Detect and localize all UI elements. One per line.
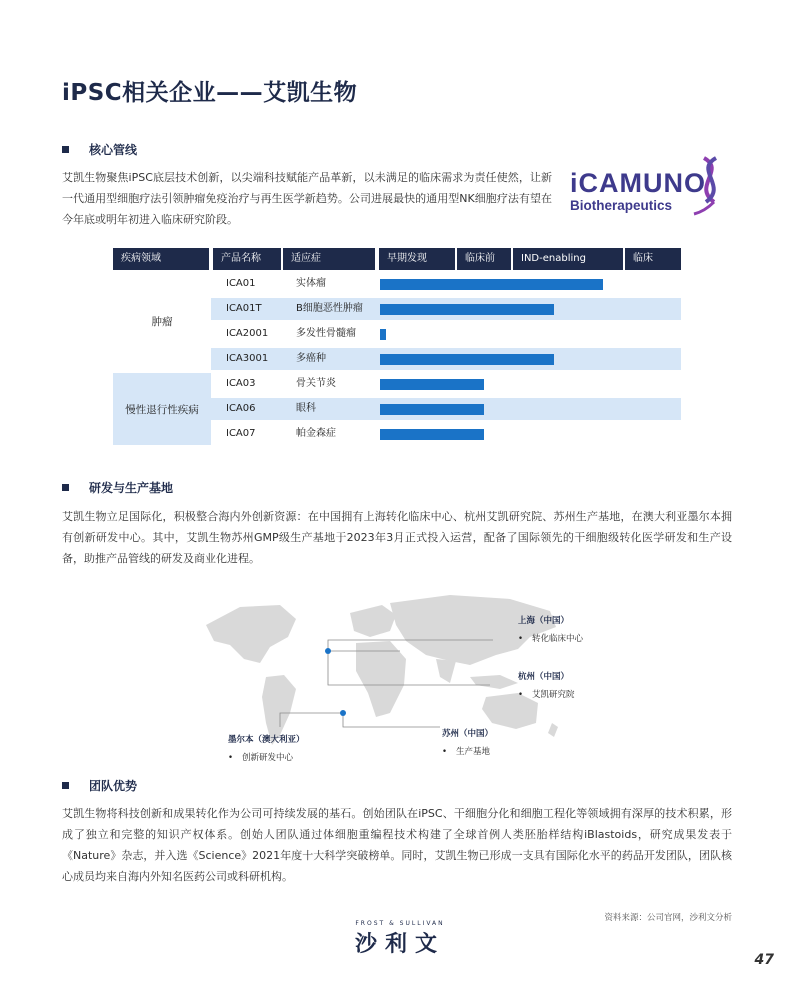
disease-area-cell: 慢性退行性疾病 [113, 373, 211, 445]
location-item-text: 生产基地 [456, 747, 491, 757]
product-name: ICA06 [226, 403, 256, 414]
header-product: 产品名称 [213, 248, 281, 270]
progress-bar [380, 304, 554, 315]
team-paragraph: 艾凯生物将科技创新和成果转化作为公司可持续发展的基石。创始团队在iPSC、干细胞分化和细胞工程化等领域拥有深厚的技术积累，形成了独立和完整的知识产权体系。创始人团队通过体细胞重编程技术构建了全球首例人类胚胎样结构iBlastoids，研究成果发表于《Nature》杂志，并入选《Science》2021年度十大科学突破榜单。同时，艾凯生物已形成一支具有国际化水平的药品开发团队，团队核心成员均来自海内外知名医药公司或科研机构。 [62, 807, 732, 883]
header-stage-ind: IND-enabling [513, 248, 623, 270]
section-bullet-icon [62, 484, 69, 491]
pipeline-header-row [113, 248, 681, 270]
page-number: 47 [754, 952, 774, 968]
section-bullet-icon [62, 782, 69, 789]
page-title: iPSC相关企业——艾凯生物 [62, 80, 358, 106]
location-melbourne [228, 733, 305, 763]
bullet-icon: • [518, 690, 524, 700]
section-heading-text: 研发与生产基地 [89, 481, 174, 495]
product-name: ICA2001 [226, 328, 269, 339]
header-disease-area: 疾病领域 [113, 248, 209, 270]
location-suzhou [442, 727, 493, 757]
pipeline-paragraph: 艾凯生物聚焦iPSC底层技术创新，以尖端科技赋能产品革新，以未满足的临床需求为责任使然，让新一代通用型细胞疗法引领肿瘤免疫治疗与再生医学新趋势。公司进展最快的通用型NK细胞疗法有望在今年底或明年初进入临床研究阶段。 [62, 171, 552, 226]
brand-small-text: FROST & SULLIVAN [355, 920, 445, 927]
location-item-text: 艾凯研究院 [532, 690, 575, 700]
logo-wordmark: iCAMUNO [570, 168, 706, 198]
progress-bar [380, 354, 554, 365]
indication: 多发性骨髓瘤 [296, 328, 356, 339]
location-city: 苏州（中国） [442, 729, 494, 739]
header-stage-preclinical: 临床前 [457, 248, 511, 270]
shanghai-marker [325, 648, 331, 654]
bullet-icon: • [228, 753, 234, 763]
progress-bar [380, 279, 603, 290]
indication: 眼科 [296, 403, 316, 414]
product-name: ICA07 [226, 428, 256, 439]
indication: 骨关节炎 [296, 378, 336, 389]
location-item [518, 688, 575, 700]
company-logo [566, 156, 726, 216]
product-name: ICA01T [226, 303, 262, 314]
progress-bar [380, 429, 484, 440]
progress-bar [380, 379, 484, 390]
bullet-icon: • [518, 634, 524, 644]
source-note: 资料来源：公司官网，沙利文分析 [604, 913, 732, 923]
indication: 帕金森症 [296, 428, 336, 439]
location-item-text: 创新研发中心 [242, 753, 294, 763]
section-heading-rnd [62, 479, 173, 496]
disease-area-cell: 肿瘤 [151, 316, 173, 328]
rnd-paragraph: 艾凯生物立足国际化，积极整合海内外创新资源：在中国拥有上海转化临床中心、杭州艾凯研究院、苏州生产基地，在澳大利亚墨尔本拥有创新研发中心。其中，艾凯生物苏州GMP级生产基地于2023年3月正式投入运营，配备了国际领先的干细胞级转化医学研发和生产设备，助推产品管线的研发及商业化进程。 [62, 510, 732, 565]
location-item [442, 745, 493, 757]
location-item [228, 751, 305, 763]
location-item [518, 632, 583, 644]
indication: 实体瘤 [296, 278, 326, 289]
product-name: ICA3001 [226, 353, 269, 364]
location-city: 杭州（中国） [518, 672, 570, 682]
section-heading-text: 团队优势 [89, 779, 138, 793]
section-heading-team [62, 777, 137, 794]
location-shanghai [518, 614, 583, 644]
header-stage-discovery: 早期发现 [379, 248, 455, 270]
location-city: 上海（中国） [518, 616, 570, 626]
section-bullet-icon [62, 146, 69, 153]
product-name: ICA03 [226, 378, 256, 389]
header-stage-clinical: 临床 [625, 248, 681, 270]
logo-tagline: Biotherapeutics [570, 198, 673, 213]
section-heading-text: 核心管线 [89, 143, 138, 157]
brand-logo [340, 920, 460, 958]
melbourne-marker [340, 710, 346, 716]
header-indication: 适应症 [283, 248, 375, 270]
indication: B细胞恶性肿瘤 [296, 303, 363, 314]
bullet-icon: • [442, 747, 448, 757]
location-hangzhou [518, 670, 575, 700]
brand-big-text: 沙利文 [354, 931, 445, 957]
section-heading-pipeline [62, 141, 137, 158]
indication: 多癌种 [296, 353, 326, 364]
location-city: 墨尔本（澳大利亚） [228, 735, 305, 745]
location-item-text: 转化临床中心 [532, 634, 584, 644]
product-name: ICA01 [226, 278, 256, 289]
progress-bar [380, 404, 484, 415]
progress-bar [380, 329, 386, 340]
